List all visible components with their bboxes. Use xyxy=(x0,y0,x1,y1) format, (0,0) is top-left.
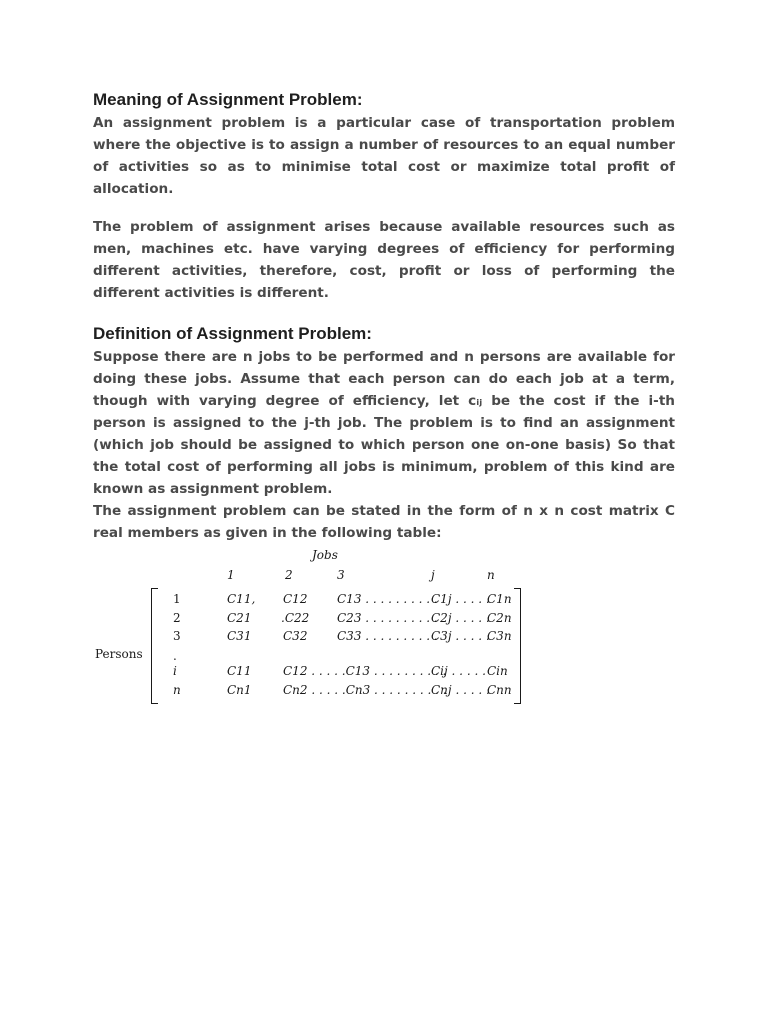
column-header: n xyxy=(487,568,495,582)
matrix-right-bracket xyxy=(514,588,521,704)
matrix-cell: Cin xyxy=(487,664,508,678)
matrix-cell: C32 xyxy=(283,629,308,643)
matrix-cell: Cnj . . . . . xyxy=(431,683,490,697)
matrix-cell: C31 xyxy=(227,629,252,643)
row-label: 2 xyxy=(173,611,181,625)
matrix-cell: Cnn xyxy=(487,683,512,697)
column-header: 2 xyxy=(285,568,293,582)
matrix-cell: C12 xyxy=(283,592,308,606)
matrix-cell: C33 . . . . . . . . . . xyxy=(337,629,438,643)
row-label: 3 xyxy=(173,629,181,643)
matrix-cell: C11 xyxy=(227,664,252,678)
matrix-cell: .C22 xyxy=(281,611,310,625)
persons-label: Persons xyxy=(95,647,143,661)
matrix-cell: Cij . . . . . xyxy=(431,664,486,678)
matrix-cell: C1n xyxy=(487,592,512,606)
row-label: i xyxy=(173,664,177,678)
matrix-cell: C21 xyxy=(227,611,252,625)
row-label: n xyxy=(173,683,181,697)
matrix-cell: C13 . . . . . . . . . . xyxy=(337,592,438,606)
row-label: . xyxy=(173,649,177,663)
matrix-cell: Cn1 xyxy=(227,683,252,697)
meaning-paragraph-1: An assignment problem is a particular case of transportation problem where the objective is to assign a number of resources to an equal number of activities so as to minimise total cost or maximize total profit of allocation. xyxy=(93,115,675,197)
cost-matrix-table xyxy=(93,546,533,714)
matrix-cell: C11, xyxy=(227,592,256,606)
document-page xyxy=(93,88,675,714)
matrix-cell: C3j . . . . . xyxy=(431,629,490,643)
definition-paragraph-1: Suppose there are n jobs to be performed and n persons are available for doing these jobs. Assume that each person can do each job at a term, though with varying degree of efficiency, let cᵢⱼ be the cost if the i-th person is assigned to the j-th job. The problem is to find an assignment (which job should be assigned to which person one on-one basis) So that the total cost of performing all jobs is minimum, problem of this kind are known as assignment problem. xyxy=(93,349,675,497)
matrix-cell: C2j . . . . . xyxy=(431,611,490,625)
matrix-cell: C12 . . . . .C13 . . . . . . . . . . xyxy=(283,664,447,678)
matrix-cell: Cn2 . . . . .Cn3 . . . . . . . . . . xyxy=(283,683,447,697)
column-header: 1 xyxy=(227,568,235,582)
row-label: 1 xyxy=(173,592,181,606)
meaning-paragraph-2: The problem of assignment arises because available resources such as men, machines etc. have varying degrees of efficiency for performing different activities, therefore, cost, profit or loss of performing the different activities is different. xyxy=(93,219,675,301)
matrix-cell: C1j . . . . . xyxy=(431,592,490,606)
meaning-heading: Meaning of Assignment Problem: xyxy=(93,90,363,109)
matrix-left-bracket xyxy=(151,588,158,704)
definition-heading: Definition of Assignment Problem: xyxy=(93,324,372,343)
column-header: j xyxy=(431,568,435,582)
definition-paragraph-2: The assignment problem can be stated in the form of n x n cost matrix C real members as given in the following table: xyxy=(93,503,675,541)
column-header: 3 xyxy=(337,568,345,582)
matrix-cell: C2n xyxy=(487,611,512,625)
matrix-cell: C3n xyxy=(487,629,512,643)
jobs-label: Jobs xyxy=(312,548,338,562)
matrix-cell: C23 . . . . . . . . . . xyxy=(337,611,438,625)
